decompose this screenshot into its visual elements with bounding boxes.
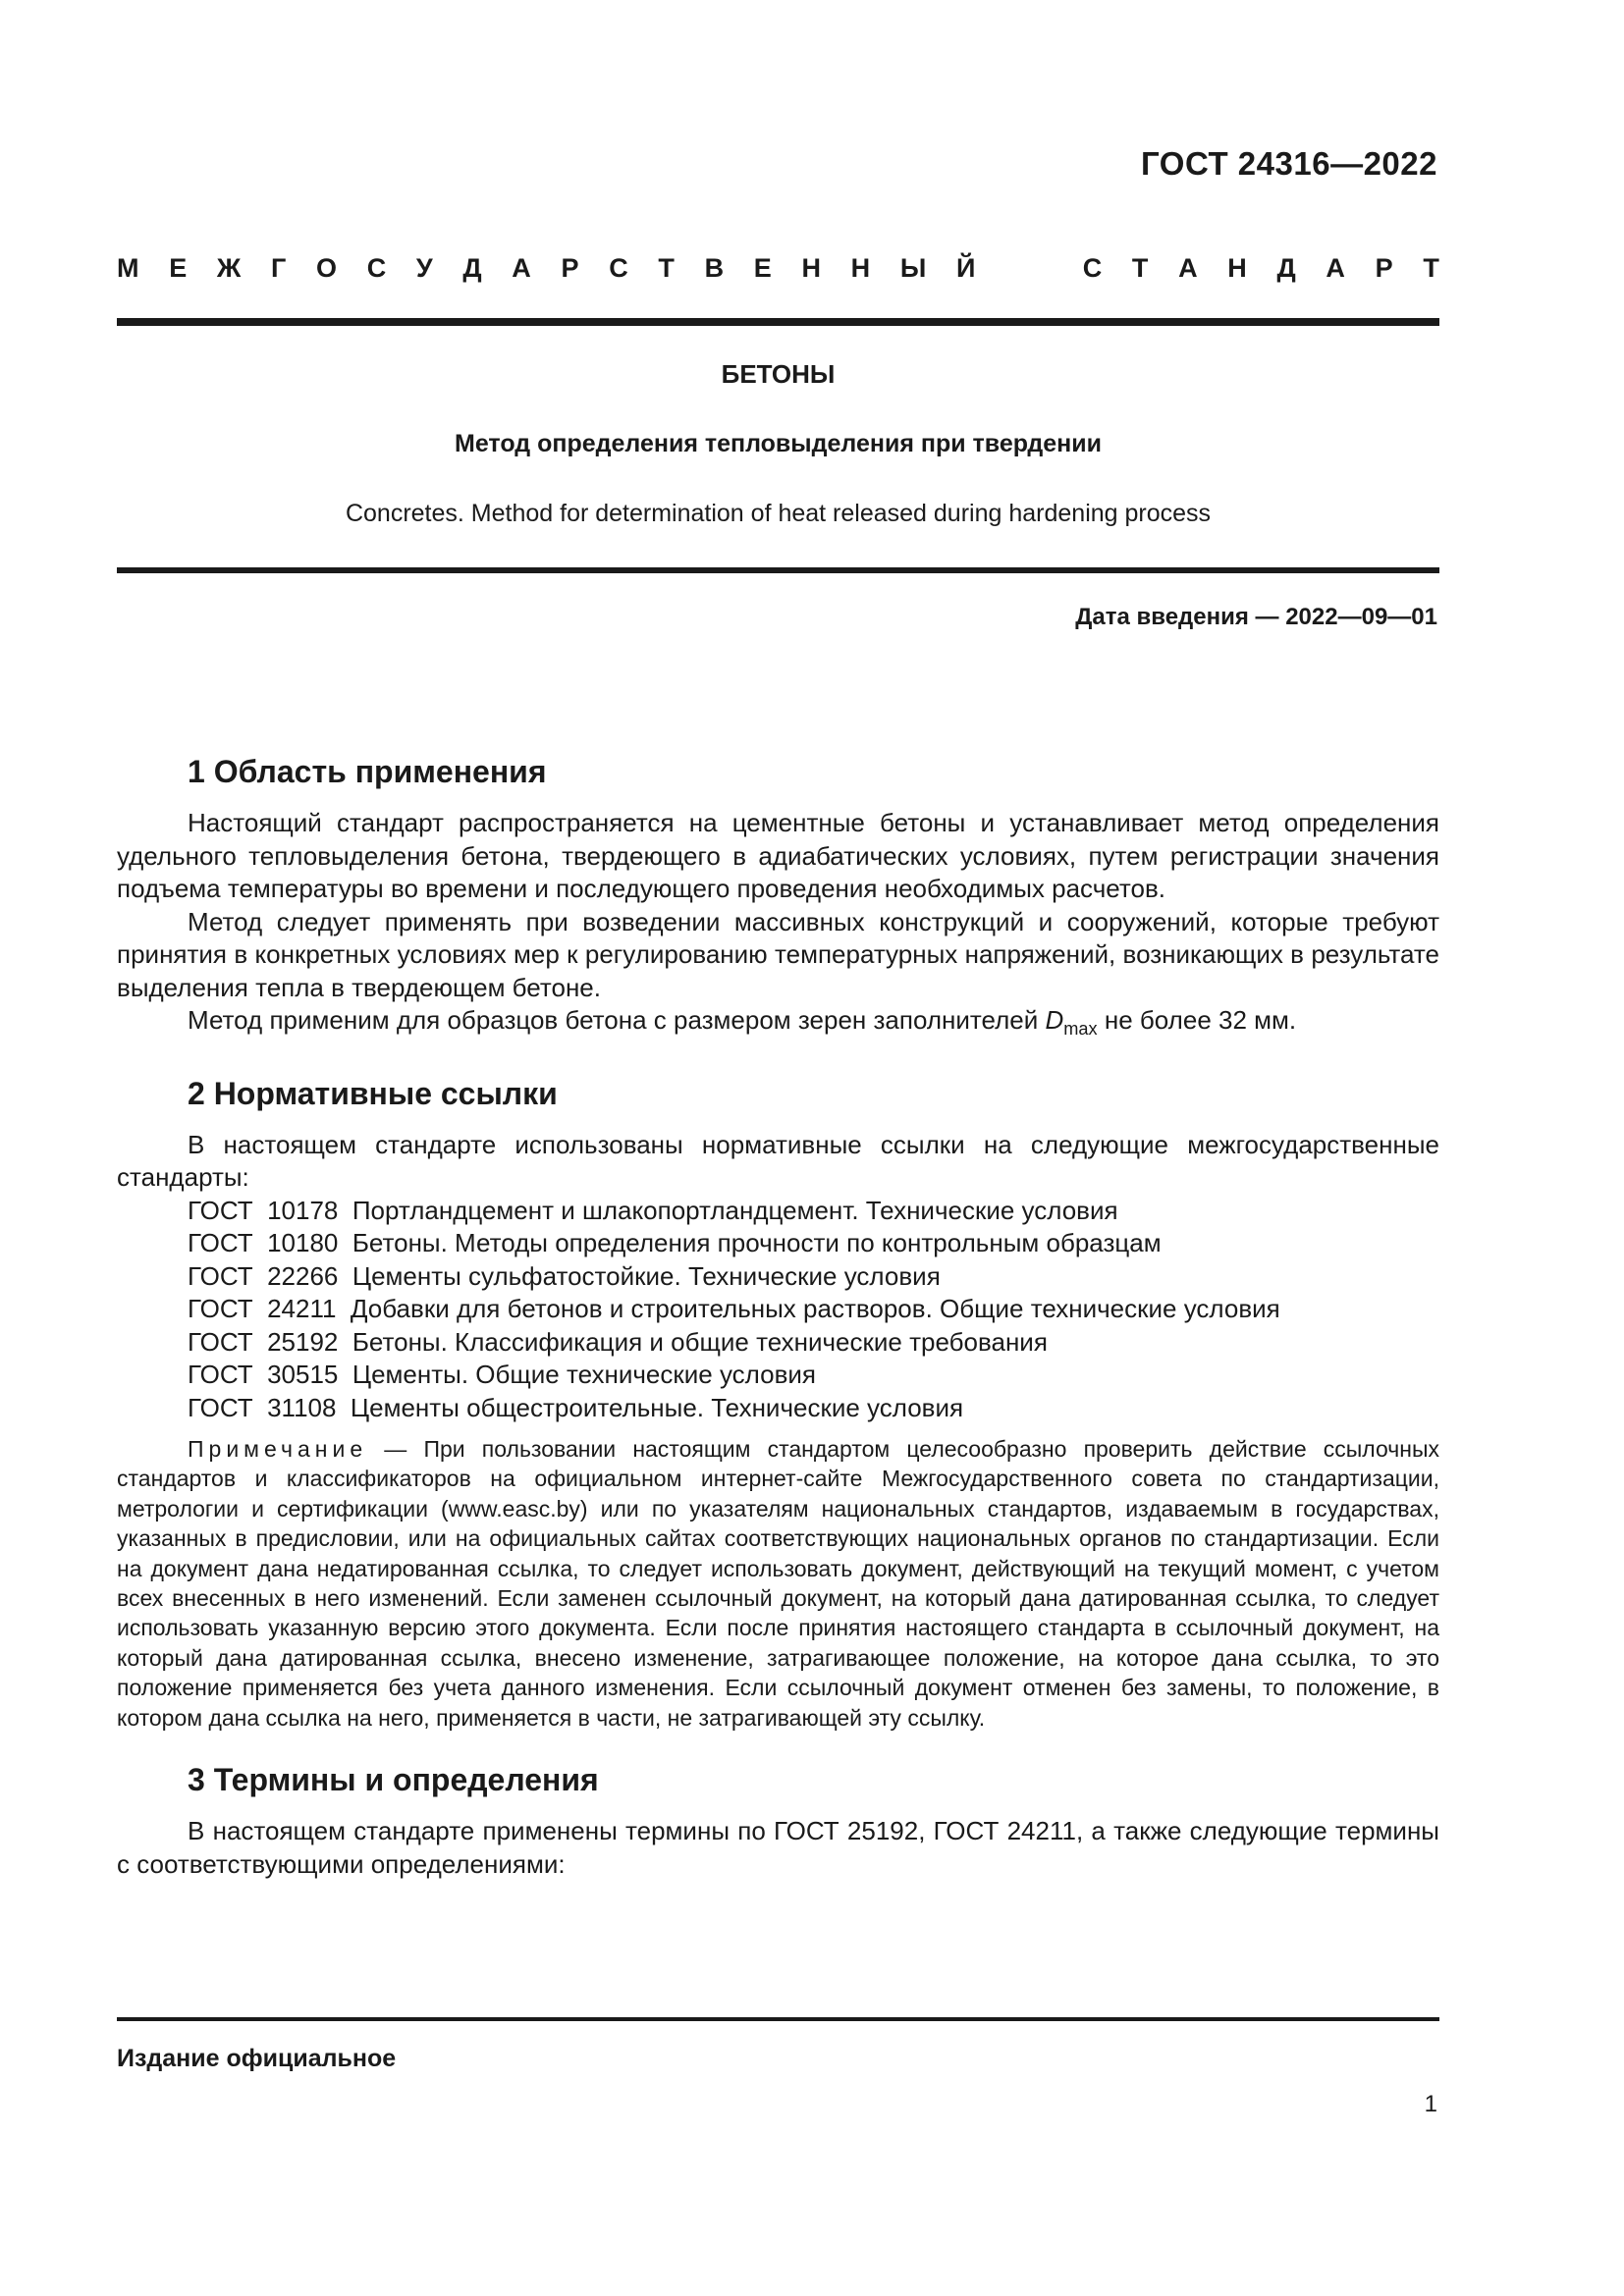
page-number: 1	[1424, 2091, 1437, 2117]
official-edition-label: Издание официальное	[117, 2045, 397, 2072]
paragraph-text: не более 32 мм.	[1097, 1005, 1297, 1035]
document-title: БЕТОНЫ	[721, 359, 836, 389]
reference-item: ГОСТ 22266 Цементы сульфатостойкие. Технические условия	[188, 1260, 941, 1291]
interstate-standard-banner	[117, 253, 1439, 284]
banner-letter: С	[1082, 253, 1103, 283]
banner-letter: Д	[462, 253, 482, 283]
note	[117, 1434, 1439, 1733]
banner-letter: С	[609, 253, 628, 283]
reference-item: ГОСТ 10180 Бетоны. Методы определения прочности по контрольным образцам	[188, 1228, 1162, 1257]
banner-letter: В	[704, 253, 725, 283]
paragraph: Настоящий стандарт распространяется на цементные бетоны и устанавливает метод определения удельного тепловыделения бетона, твердеющего в адиабатических условиях, путем регистрации значения подъема температуры во времени и последующего проведения необходимых расчетов.	[117, 808, 1439, 903]
banner-letter: М	[117, 253, 139, 283]
paragraph: Метод следует применять при возведении массивных конструкций и сооружений, которые требуют принятия в конкретных условиях мер к регулированию температурных напряжений, возникающих в результате выделения тепла в твердеющем бетоне.	[117, 906, 1439, 1002]
standard-code: ГОСТ 24316—2022	[1141, 145, 1437, 182]
banner-letter: Н	[801, 253, 821, 283]
note-label: Примечание	[188, 1436, 368, 1462]
english-title: Concretes. Method for determination of heat released during hardening process	[345, 500, 1212, 527]
document-subtitle: Метод определения тепловыделения при твердении	[455, 430, 1102, 457]
banner-letter: Е	[753, 253, 772, 283]
section-heading: 3 Термины и определения	[188, 1762, 599, 1798]
banner-letter: Г	[270, 253, 287, 283]
banner-word-gap	[1005, 253, 1053, 284]
banner-letter: Е	[169, 253, 188, 283]
paragraph-text: Метод применим для образцов бетона с размером зерен заполнителей	[188, 1005, 1046, 1035]
title-divider	[117, 567, 1439, 573]
section-heading: 2 Нормативные ссылки	[188, 1075, 558, 1111]
reference-item: ГОСТ 25192 Бетоны. Классификация и общие технические требования	[188, 1326, 1048, 1357]
banner-letter: Д	[1276, 253, 1296, 283]
banner-letter: Р	[561, 253, 579, 283]
reference-item: ГОСТ 30515 Цементы. Общие технические условия	[188, 1360, 816, 1389]
banner-letter: Т	[658, 253, 675, 283]
document-body	[117, 750, 1439, 1881]
dmax-subscript: max	[1063, 1019, 1098, 1039]
dmax-symbol: D	[1045, 1005, 1064, 1035]
banner-letter: Р	[1375, 253, 1393, 283]
introduction-date: Дата введения — 2022—09—01	[1075, 604, 1437, 630]
banner-letter: О	[315, 253, 337, 283]
paragraph: В настоящем стандарте применены термины по ГОСТ 25192, ГОСТ 24211, а также следующие термины с соответствующими определениями:	[117, 1816, 1439, 1879]
reference-item: ГОСТ 24211 Добавки для бетонов и строительных растворов. Общие технические условия	[188, 1294, 1280, 1323]
top-divider	[117, 318, 1439, 326]
banner-letter: Ж	[216, 253, 242, 283]
banner-letter: А	[1178, 253, 1198, 283]
normative-references-list	[117, 1195, 1439, 1425]
banner-letter: С	[366, 253, 387, 283]
reference-item: ГОСТ 10178 Портландцемент и шлакопортландцемент. Технические условия	[188, 1195, 1118, 1225]
banner-letter: А	[1326, 253, 1345, 283]
paragraph: В настоящем стандарте использованы нормативные ссылки на следующие межгосударственные стандарты:	[117, 1129, 1439, 1192]
banner-letter: Н	[1227, 253, 1247, 283]
banner-letter: Т	[1131, 253, 1149, 283]
note-text: — При пользовании настоящим стандартом целесообразно проверить действие ссылочных стандартов и классификаторов на официальном интернет-сайте Межгосударственного совета по стандартизации, метрологии и сертификации (www.easc.by) или по указателям национальных стандартов, издаваемым в государствах, указанных в предисловии, или на официальных сайтах соответствующих национальных органов по стандартизации. Если на документ дана недатированная ссылка, то следует использовать документ, действующий на текущий момент, с учетом всех внесенных в него изменений. Если заменен ссылочный документ, на который дана датированная ссылка, то следует использовать указанную версию этого документа. Если после принятия настоящего стандарта в ссылочный документ, на который дана датированная ссылка, внесено изменение, затрагивающее положение, на которое дана ссылка, то это положение применяется без учета данного изменения. Если ссылочный документ отменен без замены, то положение, в котором дана ссылка на него, применяется в части, не затрагивающей эту ссылку.	[117, 1436, 1439, 1731]
paragraph	[117, 1004, 1439, 1046]
banner-letter: Ы	[899, 253, 927, 283]
section-heading: 1 Область применения	[188, 754, 547, 789]
banner-letter: У	[415, 253, 433, 283]
footer-divider	[117, 2017, 1439, 2021]
banner-letter: А	[512, 253, 531, 283]
banner-letter: Т	[1423, 253, 1439, 283]
banner-letter: Н	[850, 253, 871, 283]
reference-item: ГОСТ 31108 Цементы общестроительные. Технические условия	[188, 1392, 964, 1422]
banner-letter: Й	[955, 253, 976, 283]
